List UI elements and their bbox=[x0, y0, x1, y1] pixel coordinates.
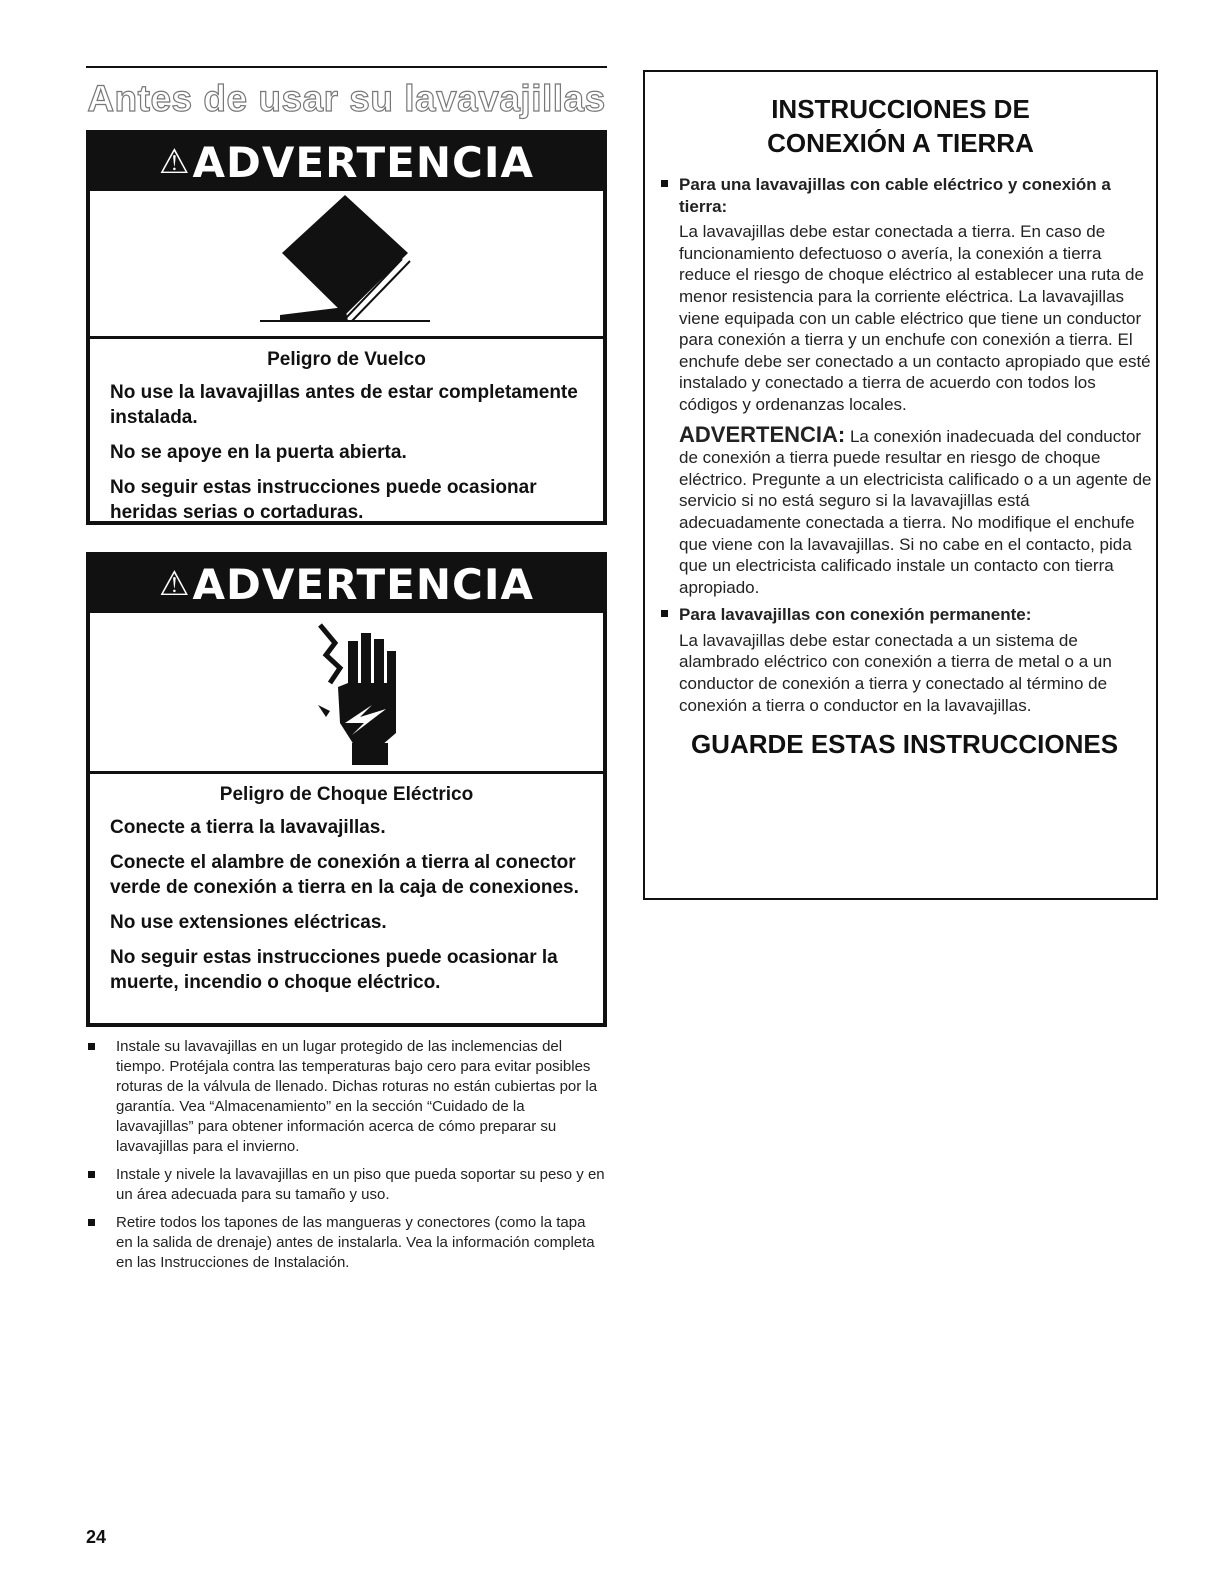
bullet-square-icon bbox=[88, 1219, 95, 1226]
section-title: Antes de usar su lavavajillas bbox=[87, 78, 606, 119]
tip-over-illustration bbox=[90, 191, 603, 339]
corded-heading bbox=[657, 174, 1152, 217]
warning-body bbox=[90, 774, 603, 1019]
list-item bbox=[86, 1037, 606, 1157]
tip-over-warning bbox=[86, 130, 607, 525]
warning-heading: ADVERTENCIA bbox=[192, 560, 534, 609]
list-item bbox=[86, 1165, 606, 1205]
corded-text: La lavavajillas debe estar conectada a tierra. En caso de funcionamiento defectuoso o avería, la conexión a tierra reduce el riesgo de choque eléctrico al establecer una ruta de menor resistencia para la corriente eléctrica. La lavavajillas viene equipada con un cable eléctrico que tiene un conductor para conexión a tierra y un enchufe con conexión a tierra. El enchufe debe ser conectado a un contacto apropiado que esté instalado y conectado a tierra de acuerdo con todos los códigos y ordenanzas locales. bbox=[679, 222, 1151, 414]
list-item bbox=[86, 1213, 606, 1273]
warning-heading: ADVERTENCIA bbox=[192, 138, 534, 187]
alert-triangle-icon: ⚠ bbox=[159, 142, 191, 182]
shock-hand-icon bbox=[90, 613, 603, 771]
grounding-title-line: CONEXIÓN A TIERRA bbox=[767, 128, 1034, 158]
header-rule bbox=[86, 66, 607, 68]
warning-line: No use la lavavajillas antes de estar completamente instalada. bbox=[110, 382, 578, 428]
warning-label: ADVERTENCIA: bbox=[679, 421, 846, 447]
warning-line: No seguir estas instrucciones puede ocasionar la muerte, incendio o choque eléctrico. bbox=[110, 947, 558, 993]
bullet-square-icon bbox=[661, 180, 668, 187]
alert-triangle-icon: ⚠ bbox=[159, 564, 191, 604]
save-instructions: GUARDE ESTAS INSTRUCCIONES bbox=[690, 729, 1119, 760]
list-item-text: Instale su lavavajillas en un lugar protegido de las inclemencias del tiempo. Protéjala contra las temperaturas bajo cero para evitar posibles roturas de la válvula de llenado. Dichas roturas no están cubiertas por la garantía. Vea “Almacenamiento” en la sección “Cuidado de la lavavajillas” para obtener información acerca de cómo preparar su lavavajillas para el invierno. bbox=[116, 1038, 598, 1155]
corded-heading-text: Para una lavavajillas con cable eléctrico y conexión a tierra: bbox=[679, 175, 1111, 216]
warning-line: Conecte a tierra la lavavajillas. bbox=[110, 817, 386, 838]
permanent-text: La lavavajillas debe estar conectada a un sistema de alambrado eléctrico con conexión a tierra de metal o a un conductor de conexión a tierra y conectado al término de conexión a tierra o conductor en la lavavajillas. bbox=[679, 630, 1112, 715]
warning-header bbox=[90, 556, 603, 613]
shock-warning bbox=[86, 552, 607, 1027]
hazard-title: Peligro de Vuelco bbox=[267, 349, 426, 370]
bullet-square-icon bbox=[88, 1171, 95, 1178]
permanent-heading-text: Para lavavajillas con conexión permanente: bbox=[679, 605, 1032, 625]
installation-notes bbox=[86, 1037, 606, 1281]
warning-line: No se apoye en la puerta abierta. bbox=[110, 442, 407, 463]
bullet-square-icon bbox=[661, 610, 668, 617]
tip-over-icon bbox=[90, 191, 603, 336]
grounding-title-line: INSTRUCCIONES DE bbox=[771, 94, 1030, 124]
permanent-heading bbox=[657, 604, 1152, 626]
warning-line: No use extensiones eléctricas. bbox=[110, 912, 387, 933]
warning-line: No seguir estas instrucciones puede ocasionar heridas serias o cortaduras. bbox=[110, 477, 537, 523]
page-number: 24 bbox=[86, 1527, 107, 1547]
grounding-title bbox=[645, 92, 1156, 160]
warning-body bbox=[90, 339, 603, 549]
grounding-content bbox=[657, 174, 1152, 760]
warning-header bbox=[90, 134, 603, 191]
warning-line: Conecte el alambre de conexión a tierra al conector verde de conexión a tierra en la caja de conexiones. bbox=[110, 852, 579, 898]
grounding-warning bbox=[657, 421, 1152, 599]
grounding-instructions-box bbox=[643, 70, 1158, 900]
warning-text: La conexión inadecuada del conductor de conexión a tierra puede resultar en riesgo de choque eléctrico. Pregunte a un electricista calificado o a un agente de servicio si no está seguro si la lavavajillas está adecuadamente conectada a tierra. No modifique el enchufe que viene con la lavavajillas. Si no cabe en el contacto, pida que un electricista calificado instale un contacto con tierra apropiado. bbox=[679, 426, 1152, 597]
shock-illustration bbox=[90, 613, 603, 774]
bullet-square-icon bbox=[88, 1043, 95, 1050]
hazard-title: Peligro de Choque Eléctrico bbox=[219, 784, 474, 805]
list-item-text: Instale y nivele la lavavajillas en un piso que pueda soportar su peso y en un área adecuada para su tamaño y uso. bbox=[116, 1166, 605, 1203]
list-item-text: Retire todos los tapones de las mangueras y conectores (como la tapa en la salida de drenaje) antes de instalarla. Vea la información completa en las Instrucciones de Instalación. bbox=[116, 1214, 595, 1271]
